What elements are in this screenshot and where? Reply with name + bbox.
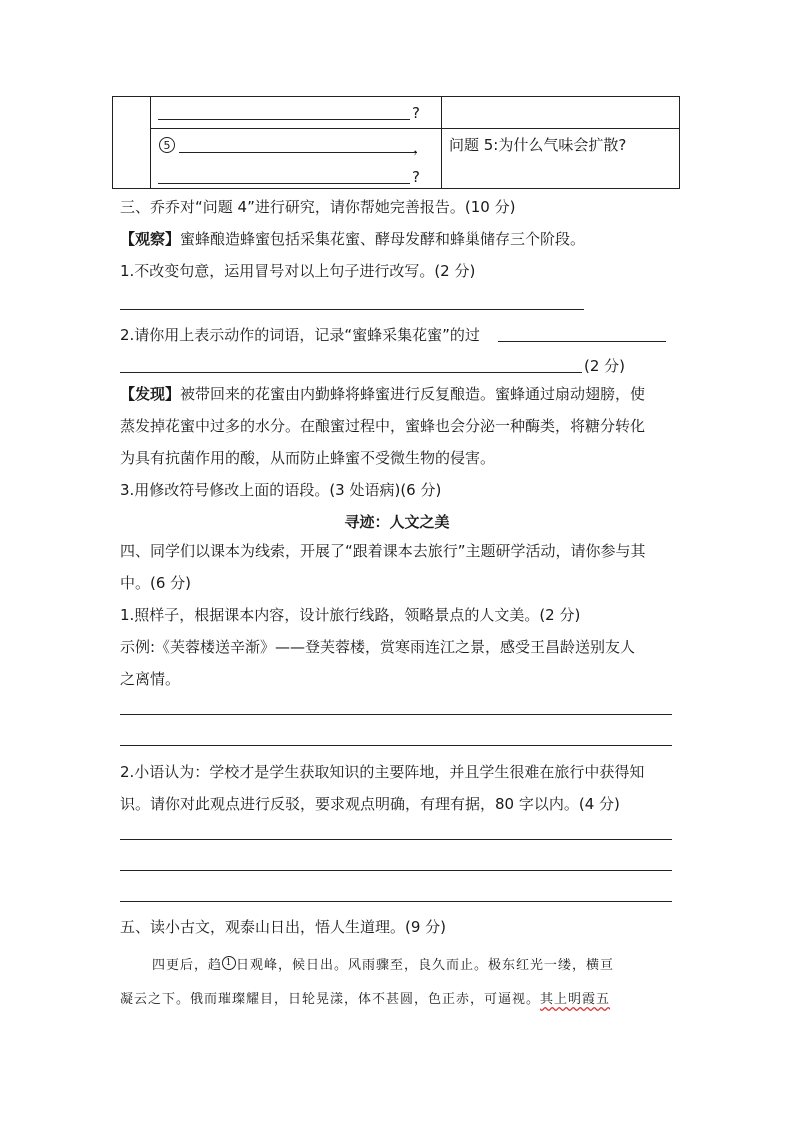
discover-paragraph-line2: 蒸发掉花蜜中过多的水分。在酿蜜过程中，蜜蜂也会分泌一种酶类，将糖分转化: [120, 417, 646, 435]
question-mark: ?: [412, 168, 420, 186]
observe-text: 蜜蜂酿造蜂蜜包括采集花蜜、酵母发酵和蜂巢储存三个阶段。: [180, 230, 586, 248]
question-mark: ?: [412, 104, 420, 122]
q2-score: (2 分): [584, 357, 626, 375]
discover-paragraph-line1: [120, 384, 645, 404]
discover-paragraph-line3: 为具有抗菌作用的酸，从而防止蜂蜜不受微生物的侵害。: [120, 449, 496, 467]
section-3-title: 三、乔乔对“问题 4”进行研究，请你帮她完善报告。(10 分): [120, 198, 516, 216]
classical-text-b: 日观峰，候日出。风雨骤至，良久而止。极东红光一缕，横亘: [236, 958, 615, 973]
discover-text: 被带回来的花蜜由内勤蜂将蜂蜜进行反复酿造。蜜蜂通过扇动翅膀，使: [180, 385, 646, 403]
section-4-title-line1: 四、同学们以课本为线索，开展了“跟着课本去旅行”主题研学活动，请你参与其: [120, 542, 646, 560]
answer-line[interactable]: [179, 152, 417, 153]
table-divider: [441, 97, 442, 188]
observe-tag: 【观察】: [120, 230, 181, 248]
section-4-q2-line2: 识。请你对此观点进行反驳，要求观点明确，有理有据，80 字以内。(4 分): [120, 795, 620, 813]
comma: ，: [413, 138, 429, 156]
answer-line[interactable]: [120, 839, 672, 840]
section-3-q2: 2.请你用上表示动作的词语，记录“蜜蜂采集花蜜”的过: [120, 326, 480, 344]
classical-text-line1: [152, 956, 614, 976]
answer-line[interactable]: [158, 183, 410, 184]
example-line2: 之离情。: [120, 670, 181, 688]
table-divider: [150, 128, 679, 129]
section-4-title-line2: 中。(6 分): [120, 574, 192, 592]
answer-line[interactable]: [120, 714, 672, 715]
question-5-text: 问题 5:为什么气味会扩散?: [449, 136, 627, 154]
wavy-underlined-text: 其上明霞五: [540, 992, 611, 1007]
answer-line[interactable]: [158, 119, 410, 120]
section-4-q1: 1.照样子，根据课本内容，设计旅行线路，领略景点的人文美。(2 分): [120, 606, 581, 624]
answer-line[interactable]: [120, 372, 582, 373]
section-4-q2-line1: 2.小语认为：学校才是学生获取知识的主要阵地，并且学生很难在旅行中获得知: [120, 763, 645, 781]
section-5-title: 五、读小古文，观泰山日出，悟人生道理。(9 分): [120, 918, 447, 936]
item-number-circle: 5: [159, 137, 175, 153]
classical-text-line2: [120, 990, 610, 1010]
section-3-q1: 1.不改变句意，运用冒号对以上句子进行改写。(2 分): [120, 262, 476, 280]
answer-line[interactable]: [498, 341, 666, 342]
answer-line[interactable]: [120, 870, 672, 871]
classical-text-c: 凝云之下。俄而璀璨耀目，日轮晃漾，体不甚圆，色正赤，可逼视。: [120, 992, 541, 1007]
example-line1: 示例:《芙蓉楼送辛渐》——登芙蓉楼，赏寒雨连江之景，感受王昌龄送别友人: [120, 638, 636, 656]
answer-line[interactable]: [120, 901, 672, 902]
answer-line[interactable]: [120, 309, 584, 310]
answer-line[interactable]: [120, 745, 672, 746]
answer-table: [112, 96, 680, 189]
footnote-marker: 1: [222, 956, 236, 970]
table-divider: [150, 97, 151, 188]
section-3-q3: 3.用修改符号修改上面的语段。(3 处语病)(6 分): [120, 481, 442, 499]
classical-text-a: 四更后，趋: [152, 958, 223, 973]
discover-tag: 【发现】: [120, 385, 181, 403]
observe-paragraph: [120, 229, 585, 249]
section-heading: 寻迹：人文之美: [344, 513, 450, 531]
